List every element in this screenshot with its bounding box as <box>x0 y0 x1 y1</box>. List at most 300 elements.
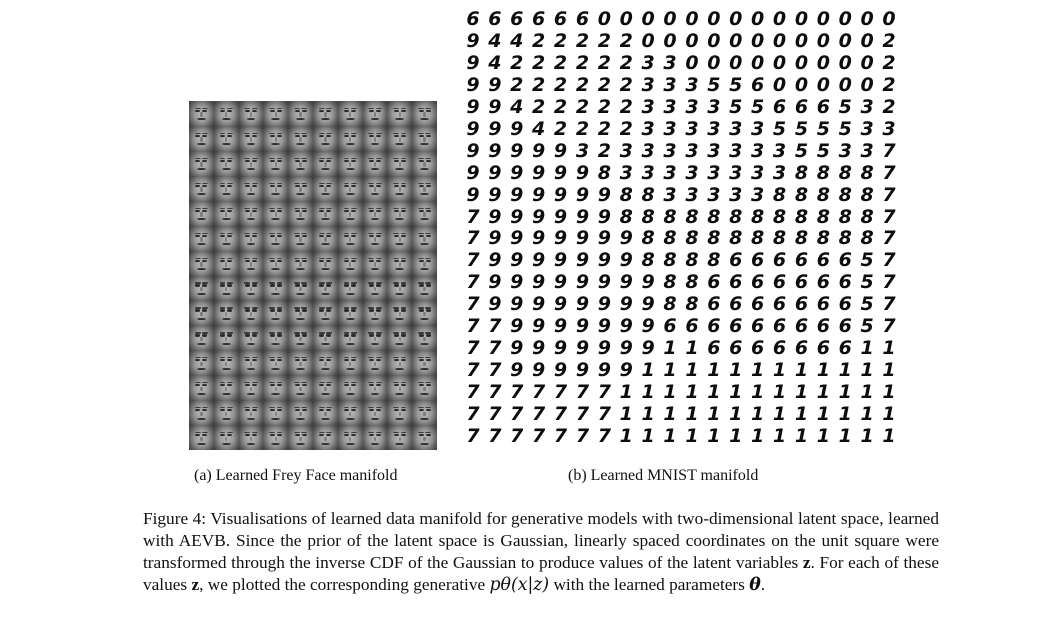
mnist-digit-cell: 8 <box>619 205 633 228</box>
frey-face-cell <box>263 201 288 226</box>
mnist-digit-cell: 1 <box>729 358 743 381</box>
frey-face-cell <box>239 126 264 151</box>
mnist-digit-cell: 8 <box>707 227 721 250</box>
mnist-digit-cell: 9 <box>488 249 502 272</box>
mnist-digit-cell: 3 <box>663 183 677 206</box>
mnist-digit-cell: 1 <box>772 424 787 447</box>
mnist-digit-cell: 1 <box>860 358 874 381</box>
mnist-digit-cell: 9 <box>619 358 633 381</box>
frey-face-cell <box>239 375 264 400</box>
mnist-digit-cell: 9 <box>575 183 590 206</box>
mnist-digit-cell: 7 <box>532 424 546 447</box>
mnist-digit-cell: 0 <box>729 8 743 31</box>
mnist-digit-cell: 3 <box>641 96 655 119</box>
mnist-digit-cell: 3 <box>663 161 677 184</box>
mnist-digit-cell: 3 <box>663 117 677 140</box>
frey-face-cell <box>387 375 412 400</box>
mnist-digit-cell: 1 <box>772 380 787 403</box>
mnist-digit-cell: 1 <box>707 402 721 425</box>
frey-face-cell <box>313 375 338 400</box>
mnist-digit-cell: 6 <box>751 315 765 338</box>
mnist-digit-cell: 0 <box>663 30 677 53</box>
mnist-digit-cell: 7 <box>597 402 611 425</box>
mnist-digit-cell: 8 <box>707 205 721 228</box>
mnist-digit-cell: 5 <box>860 271 874 294</box>
mnist-digit-cell: 8 <box>860 227 874 250</box>
mnist-digit-cell: 6 <box>772 293 787 316</box>
mnist-digit-cell: 2 <box>553 52 568 75</box>
mnist-digit-cell: 9 <box>466 74 480 97</box>
mnist-digit-cell: 9 <box>553 227 568 250</box>
mnist-digit-cell: 7 <box>466 380 480 403</box>
mnist-digit-cell: 8 <box>663 205 677 228</box>
mnist-digit-cell: 0 <box>641 30 655 53</box>
mnist-digit-cell: 1 <box>794 380 809 403</box>
mnist-digit-cell: 0 <box>707 52 721 75</box>
figure-caption <box>143 508 939 596</box>
mnist-digit-cell: 1 <box>860 380 874 403</box>
frey-face-cell <box>239 101 264 126</box>
mnist-digit-cell: 0 <box>751 30 765 53</box>
mnist-digit-cell: 2 <box>510 52 524 75</box>
mnist-digit-cell: 5 <box>816 117 830 140</box>
generative-model-formula: pθ(x|z) <box>489 575 550 595</box>
mnist-digit-cell: 1 <box>772 358 787 381</box>
mnist-digit-cell: 2 <box>619 117 633 140</box>
mnist-digit-cell: 2 <box>597 96 611 119</box>
frey-face-cell <box>214 400 239 425</box>
mnist-digit-cell: 2 <box>553 117 568 140</box>
frey-face-cell <box>288 350 313 375</box>
theta-symbol: θ <box>749 575 761 595</box>
mnist-digit-cell: 0 <box>794 30 809 53</box>
mnist-digit-cell: 8 <box>860 205 874 228</box>
mnist-digit-cell: 1 <box>685 424 699 447</box>
mnist-digit-cell: 9 <box>553 293 568 316</box>
mnist-digit-cell: 4 <box>488 30 502 53</box>
mnist-digit-cell: 1 <box>663 358 677 381</box>
mnist-digit-cell: 1 <box>838 380 852 403</box>
frey-face-cell <box>189 276 214 301</box>
mnist-digit-cell: 6 <box>729 293 743 316</box>
mnist-digit-cell: 1 <box>794 424 809 447</box>
mnist-digit-cell: 8 <box>641 183 655 206</box>
mnist-digit-cell: 0 <box>663 8 677 31</box>
frey-face-cell <box>313 325 338 350</box>
frey-face-cell <box>363 300 388 325</box>
mnist-digit-cell: 9 <box>488 161 502 184</box>
mnist-digit-cell: 8 <box>685 205 699 228</box>
mnist-digit-cell: 1 <box>751 402 765 425</box>
mnist-digit-cell: 9 <box>510 205 524 228</box>
mnist-digit-cell: 0 <box>860 52 874 75</box>
frey-face-cell <box>313 226 338 251</box>
mnist-digit-cell: 3 <box>772 139 787 162</box>
mnist-digit-cell: 6 <box>794 336 809 359</box>
mnist-digit-cell: 9 <box>532 293 546 316</box>
mnist-digit-cell: 0 <box>619 8 633 31</box>
mnist-digit-cell: 8 <box>685 227 699 250</box>
frey-face-cell <box>189 425 214 450</box>
mnist-digit-cell: 8 <box>685 271 699 294</box>
frey-face-cell <box>263 226 288 251</box>
mnist-digit-cell: 9 <box>532 271 546 294</box>
mnist-digit-cell: 6 <box>729 336 743 359</box>
mnist-digit-cell: 2 <box>510 74 524 97</box>
mnist-digit-cell: 3 <box>685 96 699 119</box>
mnist-digit-cell: 9 <box>597 205 611 228</box>
mnist-digit-cell: 6 <box>663 315 677 338</box>
mnist-digit-cell: 2 <box>532 96 546 119</box>
mnist-digit-cell: 8 <box>685 293 699 316</box>
mnist-digit-cell: 3 <box>751 117 765 140</box>
mnist-digit-cell: 9 <box>575 205 590 228</box>
mnist-digit-cell: 9 <box>466 117 480 140</box>
mnist-digit-cell: 9 <box>510 315 524 338</box>
mnist-digit-cell: 8 <box>794 227 809 250</box>
mnist-digit-cell: 9 <box>466 161 480 184</box>
mnist-digit-cell: 3 <box>641 74 655 97</box>
frey-face-cell <box>288 201 313 226</box>
mnist-digit-cell: 3 <box>619 139 633 162</box>
mnist-digit-cell: 0 <box>882 8 896 31</box>
mnist-digit-cell: 1 <box>685 336 699 359</box>
frey-face-cell <box>387 425 412 450</box>
mnist-digit-cell: 8 <box>860 161 874 184</box>
mnist-digit-cell: 7 <box>882 293 896 316</box>
mnist-digit-cell: 6 <box>532 8 546 31</box>
mnist-digit-cell: 8 <box>772 227 787 250</box>
mnist-digit-cell: 2 <box>575 74 590 97</box>
mnist-digit-cell: 7 <box>510 402 524 425</box>
mnist-digit-cell: 9 <box>532 161 546 184</box>
frey-face-cell <box>288 325 313 350</box>
mnist-digit-cell: 0 <box>772 74 787 97</box>
frey-face-cell <box>387 300 412 325</box>
mnist-digit-cell: 3 <box>685 139 699 162</box>
mnist-digit-cell: 7 <box>882 139 896 162</box>
mnist-digit-cell: 5 <box>751 96 765 119</box>
mnist-digit-cell: 5 <box>729 74 743 97</box>
mnist-digit-cell: 9 <box>488 293 502 316</box>
frey-face-cell <box>189 375 214 400</box>
frey-face-cell <box>263 126 288 151</box>
frey-face-cell <box>387 325 412 350</box>
frey-face-cell <box>214 101 239 126</box>
mnist-digit-cell: 9 <box>619 249 633 272</box>
frey-face-cell <box>189 126 214 151</box>
caption-text-3: , we plotted the corresponding generative <box>199 575 486 594</box>
mnist-digit-cell: 9 <box>553 358 568 381</box>
mnist-digit-cell: 6 <box>816 336 830 359</box>
frey-face-cell <box>263 151 288 176</box>
mnist-digit-cell: 6 <box>816 96 830 119</box>
frey-face-cell <box>263 276 288 301</box>
mnist-digit-cell: 1 <box>860 336 874 359</box>
mnist-digit-cell: 8 <box>794 183 809 206</box>
mnist-digit-cell: 6 <box>707 336 721 359</box>
frey-face-cell <box>189 325 214 350</box>
frey-face-cell <box>313 101 338 126</box>
mnist-digit-cell: 4 <box>510 96 524 119</box>
frey-face-cell <box>214 226 239 251</box>
mnist-digit-cell: 7 <box>882 183 896 206</box>
mnist-digit-cell: 0 <box>794 8 809 31</box>
mnist-digit-cell: 8 <box>729 227 743 250</box>
frey-face-cell <box>239 176 264 201</box>
mnist-digit-cell: 6 <box>751 74 765 97</box>
mnist-digit-cell: 1 <box>794 358 809 381</box>
frey-face-cell <box>338 126 363 151</box>
mnist-digit-cell: 5 <box>794 139 809 162</box>
frey-face-cell <box>338 350 363 375</box>
mnist-digit-cell: 0 <box>816 30 830 53</box>
mnist-digit-cell: 6 <box>729 249 743 272</box>
mnist-digit-cell: 1 <box>663 380 677 403</box>
caption-text-4: with the learned parameters <box>553 575 745 594</box>
mnist-digit-cell: 6 <box>794 249 809 272</box>
frey-face-manifold-image <box>189 101 437 450</box>
mnist-digit-cell: 9 <box>510 271 524 294</box>
frey-face-cell <box>263 400 288 425</box>
frey-face-cell <box>288 151 313 176</box>
mnist-digit-cell: 1 <box>663 336 677 359</box>
mnist-digit-cell: 3 <box>663 74 677 97</box>
mnist-digit-cell: 3 <box>860 96 874 119</box>
mnist-digit-cell: 3 <box>685 183 699 206</box>
mnist-digit-cell: 7 <box>488 424 502 447</box>
mnist-digit-cell: 2 <box>575 117 590 140</box>
mnist-digit-cell: 7 <box>532 402 546 425</box>
frey-face-cell <box>412 101 437 126</box>
frey-face-cell <box>412 425 437 450</box>
mnist-digit-cell: 7 <box>466 402 480 425</box>
mnist-digit-cell: 1 <box>707 424 721 447</box>
mnist-digit-cell: 1 <box>838 402 852 425</box>
mnist-digit-cell: 9 <box>510 117 524 140</box>
mnist-digit-cell: 9 <box>597 358 611 381</box>
mnist-digit-cell: 6 <box>707 315 721 338</box>
mnist-digit-cell: 0 <box>860 30 874 53</box>
mnist-digit-cell: 8 <box>663 271 677 294</box>
mnist-digit-cell: 1 <box>882 336 896 359</box>
mnist-digit-cell: 8 <box>794 205 809 228</box>
frey-face-cell <box>214 201 239 226</box>
mnist-digit-cell: 3 <box>707 139 721 162</box>
frey-face-cell <box>263 300 288 325</box>
mnist-digit-cell: 6 <box>794 271 809 294</box>
mnist-digit-cell: 1 <box>882 358 896 381</box>
mnist-digit-cell: 9 <box>510 183 524 206</box>
mnist-digit-cell: 6 <box>838 293 852 316</box>
mnist-digit-cell: 2 <box>553 96 568 119</box>
mnist-digit-cell: 7 <box>466 227 480 250</box>
mnist-digit-cell: 9 <box>553 315 568 338</box>
mnist-digit-cell: 3 <box>707 161 721 184</box>
mnist-digit-cell: 8 <box>597 161 611 184</box>
mnist-digit-cell: 9 <box>597 293 611 316</box>
mnist-digit-cell: 6 <box>816 293 830 316</box>
mnist-digit-cell: 6 <box>729 315 743 338</box>
mnist-digit-cell: 1 <box>816 358 830 381</box>
frey-face-cell <box>338 375 363 400</box>
frey-face-cell <box>412 350 437 375</box>
mnist-digit-cell: 1 <box>707 358 721 381</box>
mnist-digit-cell: 7 <box>488 402 502 425</box>
mnist-digit-cell: 0 <box>641 8 655 31</box>
frey-face-cell <box>263 375 288 400</box>
mnist-digit-cell: 9 <box>532 315 546 338</box>
mnist-digit-cell: 1 <box>729 380 743 403</box>
mnist-digit-cell: 1 <box>685 358 699 381</box>
frey-face-cell <box>214 251 239 276</box>
mnist-digit-cell: 9 <box>466 30 480 53</box>
caption-text-1: Visualisations of learned data manifold for generative models with two-dimensional latent space, learned with AEVB. Since the prior of the latent space is Gaussian, linearly spaced coordinates on the unit square were transformed through the inverse CDF of the Gaussian to produce values of the latent variables <box>143 509 939 572</box>
mnist-digit-cell: 0 <box>860 8 874 31</box>
mnist-digit-cell: 2 <box>597 117 611 140</box>
mnist-digit-cell: 0 <box>816 74 830 97</box>
mnist-digit-cell: 9 <box>532 227 546 250</box>
frey-face-cell <box>288 276 313 301</box>
mnist-digit-cell: 3 <box>663 52 677 75</box>
mnist-digit-cell: 4 <box>510 30 524 53</box>
mnist-digit-cell: 8 <box>816 227 830 250</box>
frey-face-cell <box>288 251 313 276</box>
mnist-digit-cell: 9 <box>597 227 611 250</box>
caption-text-2: . For each of these values <box>143 553 939 594</box>
frey-face-cell <box>363 251 388 276</box>
frey-face-cell <box>214 176 239 201</box>
frey-face-cell <box>412 276 437 301</box>
frey-face-cell <box>363 276 388 301</box>
latent-variable-z-2: z <box>191 575 200 594</box>
mnist-digit-cell: 2 <box>619 30 633 53</box>
mnist-digit-cell: 1 <box>641 380 655 403</box>
frey-face-cell <box>338 176 363 201</box>
mnist-digit-cell: 8 <box>816 161 830 184</box>
mnist-digit-cell: 5 <box>860 293 874 316</box>
frey-face-cell <box>313 400 338 425</box>
mnist-digit-cell: 9 <box>532 358 546 381</box>
mnist-digit-cell: 6 <box>816 315 830 338</box>
frey-face-cell <box>189 300 214 325</box>
mnist-digit-cell: 9 <box>597 271 611 294</box>
mnist-digit-cell: 9 <box>553 249 568 272</box>
mnist-digit-cell: 0 <box>729 52 743 75</box>
mnist-digit-cell: 3 <box>860 117 874 140</box>
mnist-digit-cell: 7 <box>553 380 568 403</box>
frey-face-cell <box>412 226 437 251</box>
frey-face-cell <box>387 176 412 201</box>
mnist-digit-cell: 1 <box>685 402 699 425</box>
frey-face-cell <box>214 350 239 375</box>
mnist-digit-cell: 8 <box>619 183 633 206</box>
frey-face-cell <box>387 126 412 151</box>
mnist-digit-cell: 7 <box>488 380 502 403</box>
mnist-digit-cell: 0 <box>838 52 852 75</box>
mnist-digit-cell: 9 <box>641 271 655 294</box>
mnist-digit-cell: 6 <box>685 315 699 338</box>
frey-face-cell <box>363 201 388 226</box>
mnist-digit-cell: 7 <box>575 424 590 447</box>
mnist-digit-cell: 8 <box>838 205 852 228</box>
mnist-digit-cell: 7 <box>466 205 480 228</box>
mnist-digit-cell: 1 <box>751 380 765 403</box>
mnist-digit-cell: 9 <box>597 183 611 206</box>
mnist-digit-cell: 2 <box>882 96 896 119</box>
mnist-digit-cell: 9 <box>575 315 590 338</box>
mnist-digit-cell: 9 <box>597 336 611 359</box>
frey-face-cell <box>214 375 239 400</box>
mnist-digit-cell: 1 <box>729 402 743 425</box>
mnist-digit-cell: 6 <box>751 271 765 294</box>
frey-face-cell <box>363 350 388 375</box>
subfigure-caption-b: (b) Learned MNIST manifold <box>568 467 759 484</box>
mnist-digit-cell: 9 <box>488 117 502 140</box>
mnist-digit-cell: 8 <box>729 205 743 228</box>
mnist-digit-cell: 8 <box>772 183 787 206</box>
frey-face-cell <box>363 425 388 450</box>
subfigure-caption-a: (a) Learned Frey Face manifold <box>194 467 398 484</box>
mnist-digit-cell: 0 <box>685 30 699 53</box>
mnist-digit-cell: 3 <box>729 161 743 184</box>
frey-face-cell <box>239 251 264 276</box>
frey-face-cell <box>387 226 412 251</box>
mnist-digit-cell: 7 <box>466 424 480 447</box>
mnist-digit-cell: 8 <box>816 183 830 206</box>
mnist-digit-cell: 8 <box>641 205 655 228</box>
mnist-digit-cell: 5 <box>860 315 874 338</box>
mnist-digit-cell: 6 <box>816 249 830 272</box>
mnist-digit-cell: 2 <box>575 52 590 75</box>
frey-face-cell <box>313 300 338 325</box>
frey-face-cell <box>214 425 239 450</box>
mnist-digit-cell: 7 <box>553 402 568 425</box>
frey-face-cell <box>338 226 363 251</box>
frey-face-cell <box>363 126 388 151</box>
mnist-digit-cell: 8 <box>772 205 787 228</box>
frey-face-cell <box>387 400 412 425</box>
mnist-digit-cell: 2 <box>532 74 546 97</box>
frey-face-cell <box>239 400 264 425</box>
mnist-digit-cell: 5 <box>860 249 874 272</box>
mnist-digit-cell: 6 <box>794 96 809 119</box>
mnist-digit-cell: 3 <box>751 161 765 184</box>
frey-face-cell <box>288 101 313 126</box>
frey-face-cell <box>239 151 264 176</box>
mnist-digit-cell: 6 <box>751 293 765 316</box>
frey-face-cell <box>412 201 437 226</box>
mnist-digit-cell: 3 <box>685 117 699 140</box>
frey-face-cell <box>412 400 437 425</box>
mnist-digit-cell: 2 <box>619 74 633 97</box>
frey-face-cell <box>214 151 239 176</box>
mnist-digit-cell: 6 <box>838 249 852 272</box>
mnist-digit-cell: 7 <box>597 424 611 447</box>
mnist-digit-cell: 0 <box>597 8 611 31</box>
frey-face-cell <box>313 176 338 201</box>
mnist-digit-cell: 7 <box>575 380 590 403</box>
mnist-digit-cell: 9 <box>641 293 655 316</box>
mnist-digit-cell: 5 <box>816 139 830 162</box>
frey-face-cell <box>338 400 363 425</box>
mnist-digit-cell: 1 <box>619 424 633 447</box>
mnist-digit-cell: 8 <box>663 249 677 272</box>
frey-face-cell <box>338 251 363 276</box>
frey-face-cell <box>263 176 288 201</box>
frey-face-cell <box>338 201 363 226</box>
mnist-digit-cell: 0 <box>772 30 787 53</box>
